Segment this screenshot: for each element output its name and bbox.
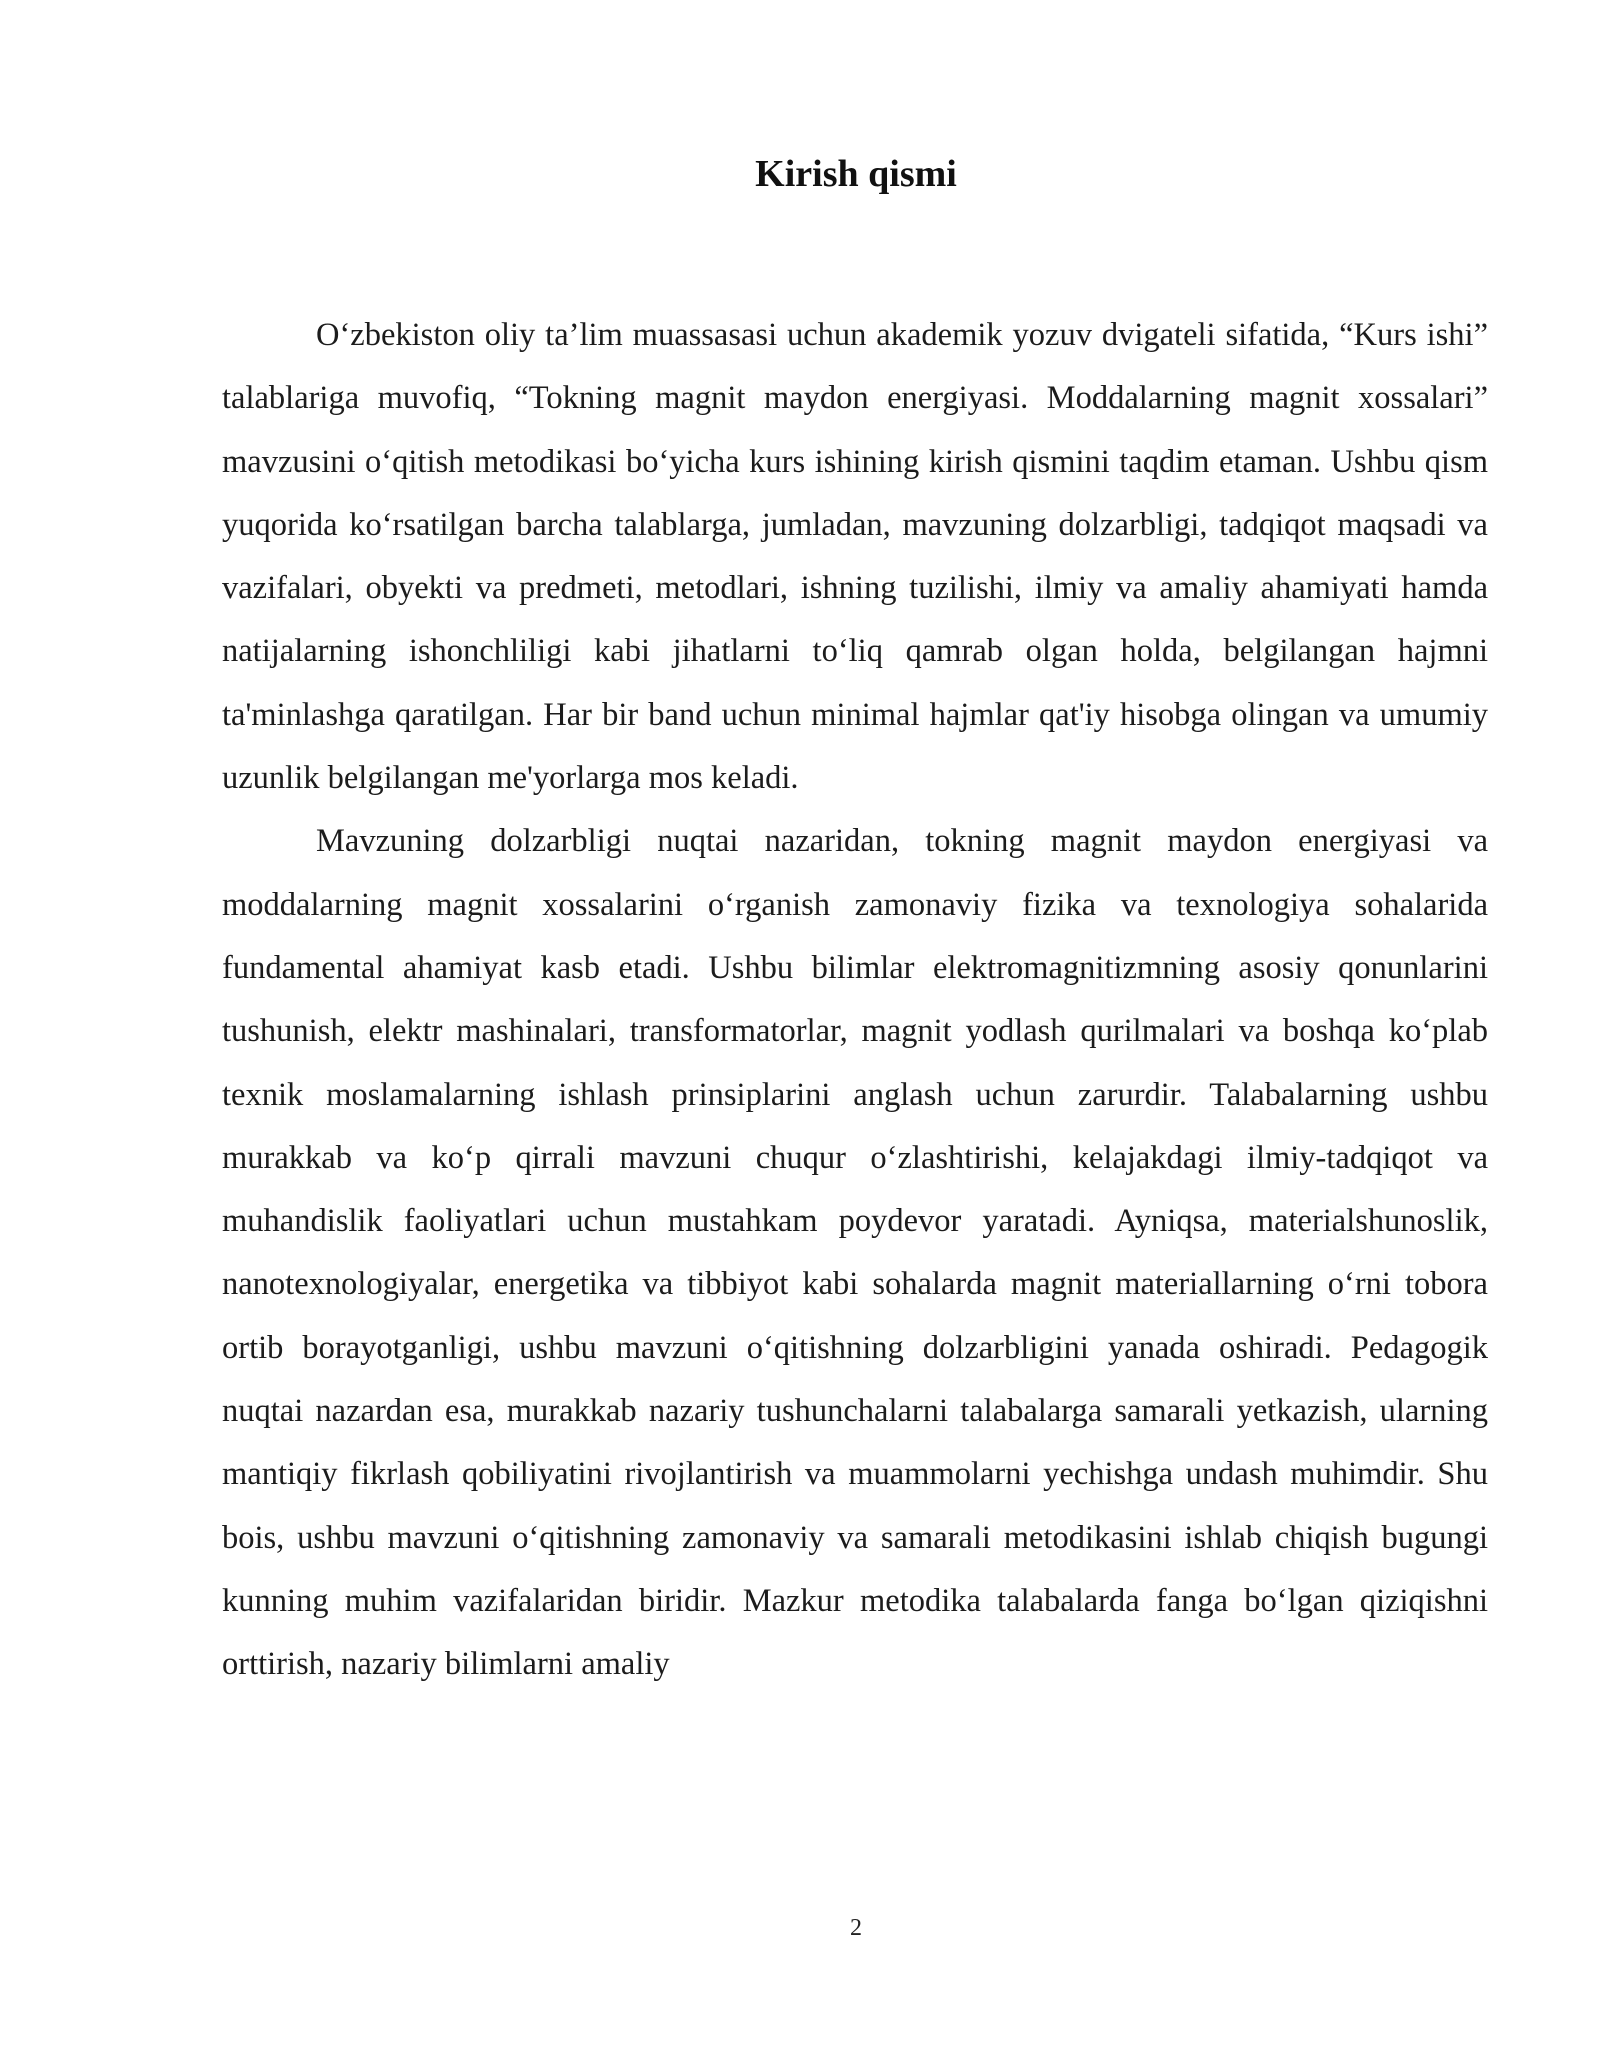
body-text (222, 304, 1488, 1697)
page-number: 2 (850, 1915, 862, 1941)
page-title: Kirish qismi (755, 153, 957, 195)
paragraph-relevance: Mavzuning dolzarbligi nuqtai nazaridan, tokning magnit maydon energiyasi va moddalarning magnit xossalarini o‘rganish zamonaviy fizika va texnologiya sohalarida fundamental ahamiyat kasb etadi. Ushbu bilimlar elektromagnitizmning asosiy qonunlarini tushunish, elektr mashinalari, transformatorlar, magnit yodlash qurilmalari va boshqa ko‘plab texnik moslamalarning ishlash prinsiplarini anglash uchun zarurdir. Talabalarning ushbu murakkab va ko‘p qirrali mavzuni chuqur o‘zlashtirishi, kelajakdagi ilmiy-tadqiqot va muhandislik faoliyatlari uchun mustahkam poydevor yaratadi. Ayniqsa, materialshunoslik, nanotexnologiyalar, energetika va tibbiyot kabi sohalarda magnit materiallarning o‘rni tobora ortib borayotganligi, ushbu mavzuni o‘qitishning dolzarbligini yanada oshiradi. Pedagogik nuqtai nazardan esa, murakkab nazariy tushunchalarni talabalarga samarali yetkazish, ularning mantiqiy fikrlash qobiliyatini rivojlantirish va muammolarni yechishga undash muhimdir. Shu bois, ushbu mavzuni o‘qitishning zamonaviy va samarali metodikasini ishlab chiqish bugungi kunning muhim vazifalaridan biridir. Mazkur metodika talabalarda fanga bo‘lgan qiziqishni orttirish, nazariy bilimlarni amaliy (222, 823, 1488, 1683)
paragraph-introduction: O‘zbekiston oliy ta’lim muassasasi uchun akademik yozuv dvigateli sifatida, “Kurs ishi” talablariga muvofiq, “Tokning magnit maydon energiyasi. Moddalarning magnit xossalari” mavzusini o‘qitish metodikasi bo‘yicha kurs ishining kirish qismini taqdim etaman. Ushbu qism yuqorida ko‘rsatilgan barcha talablarga, jumladan, mavzuning dolzarbligi, tadqiqot maqsadi va vazifalari, obyekti va predmeti, metodlari, ishning tuzilishi, ilmiy va amaliy ahamiyati hamda natijalarning ishonchliligi kabi jihatlarni to‘liq qamrab olgan holda, belgilangan hajmni ta'minlashga qaratilgan. Har bir band uchun minimal hajmlar qat'iy hisobga olingan va umumiy uzunlik belgilangan me'yorlarga mos keladi. (222, 317, 1488, 797)
